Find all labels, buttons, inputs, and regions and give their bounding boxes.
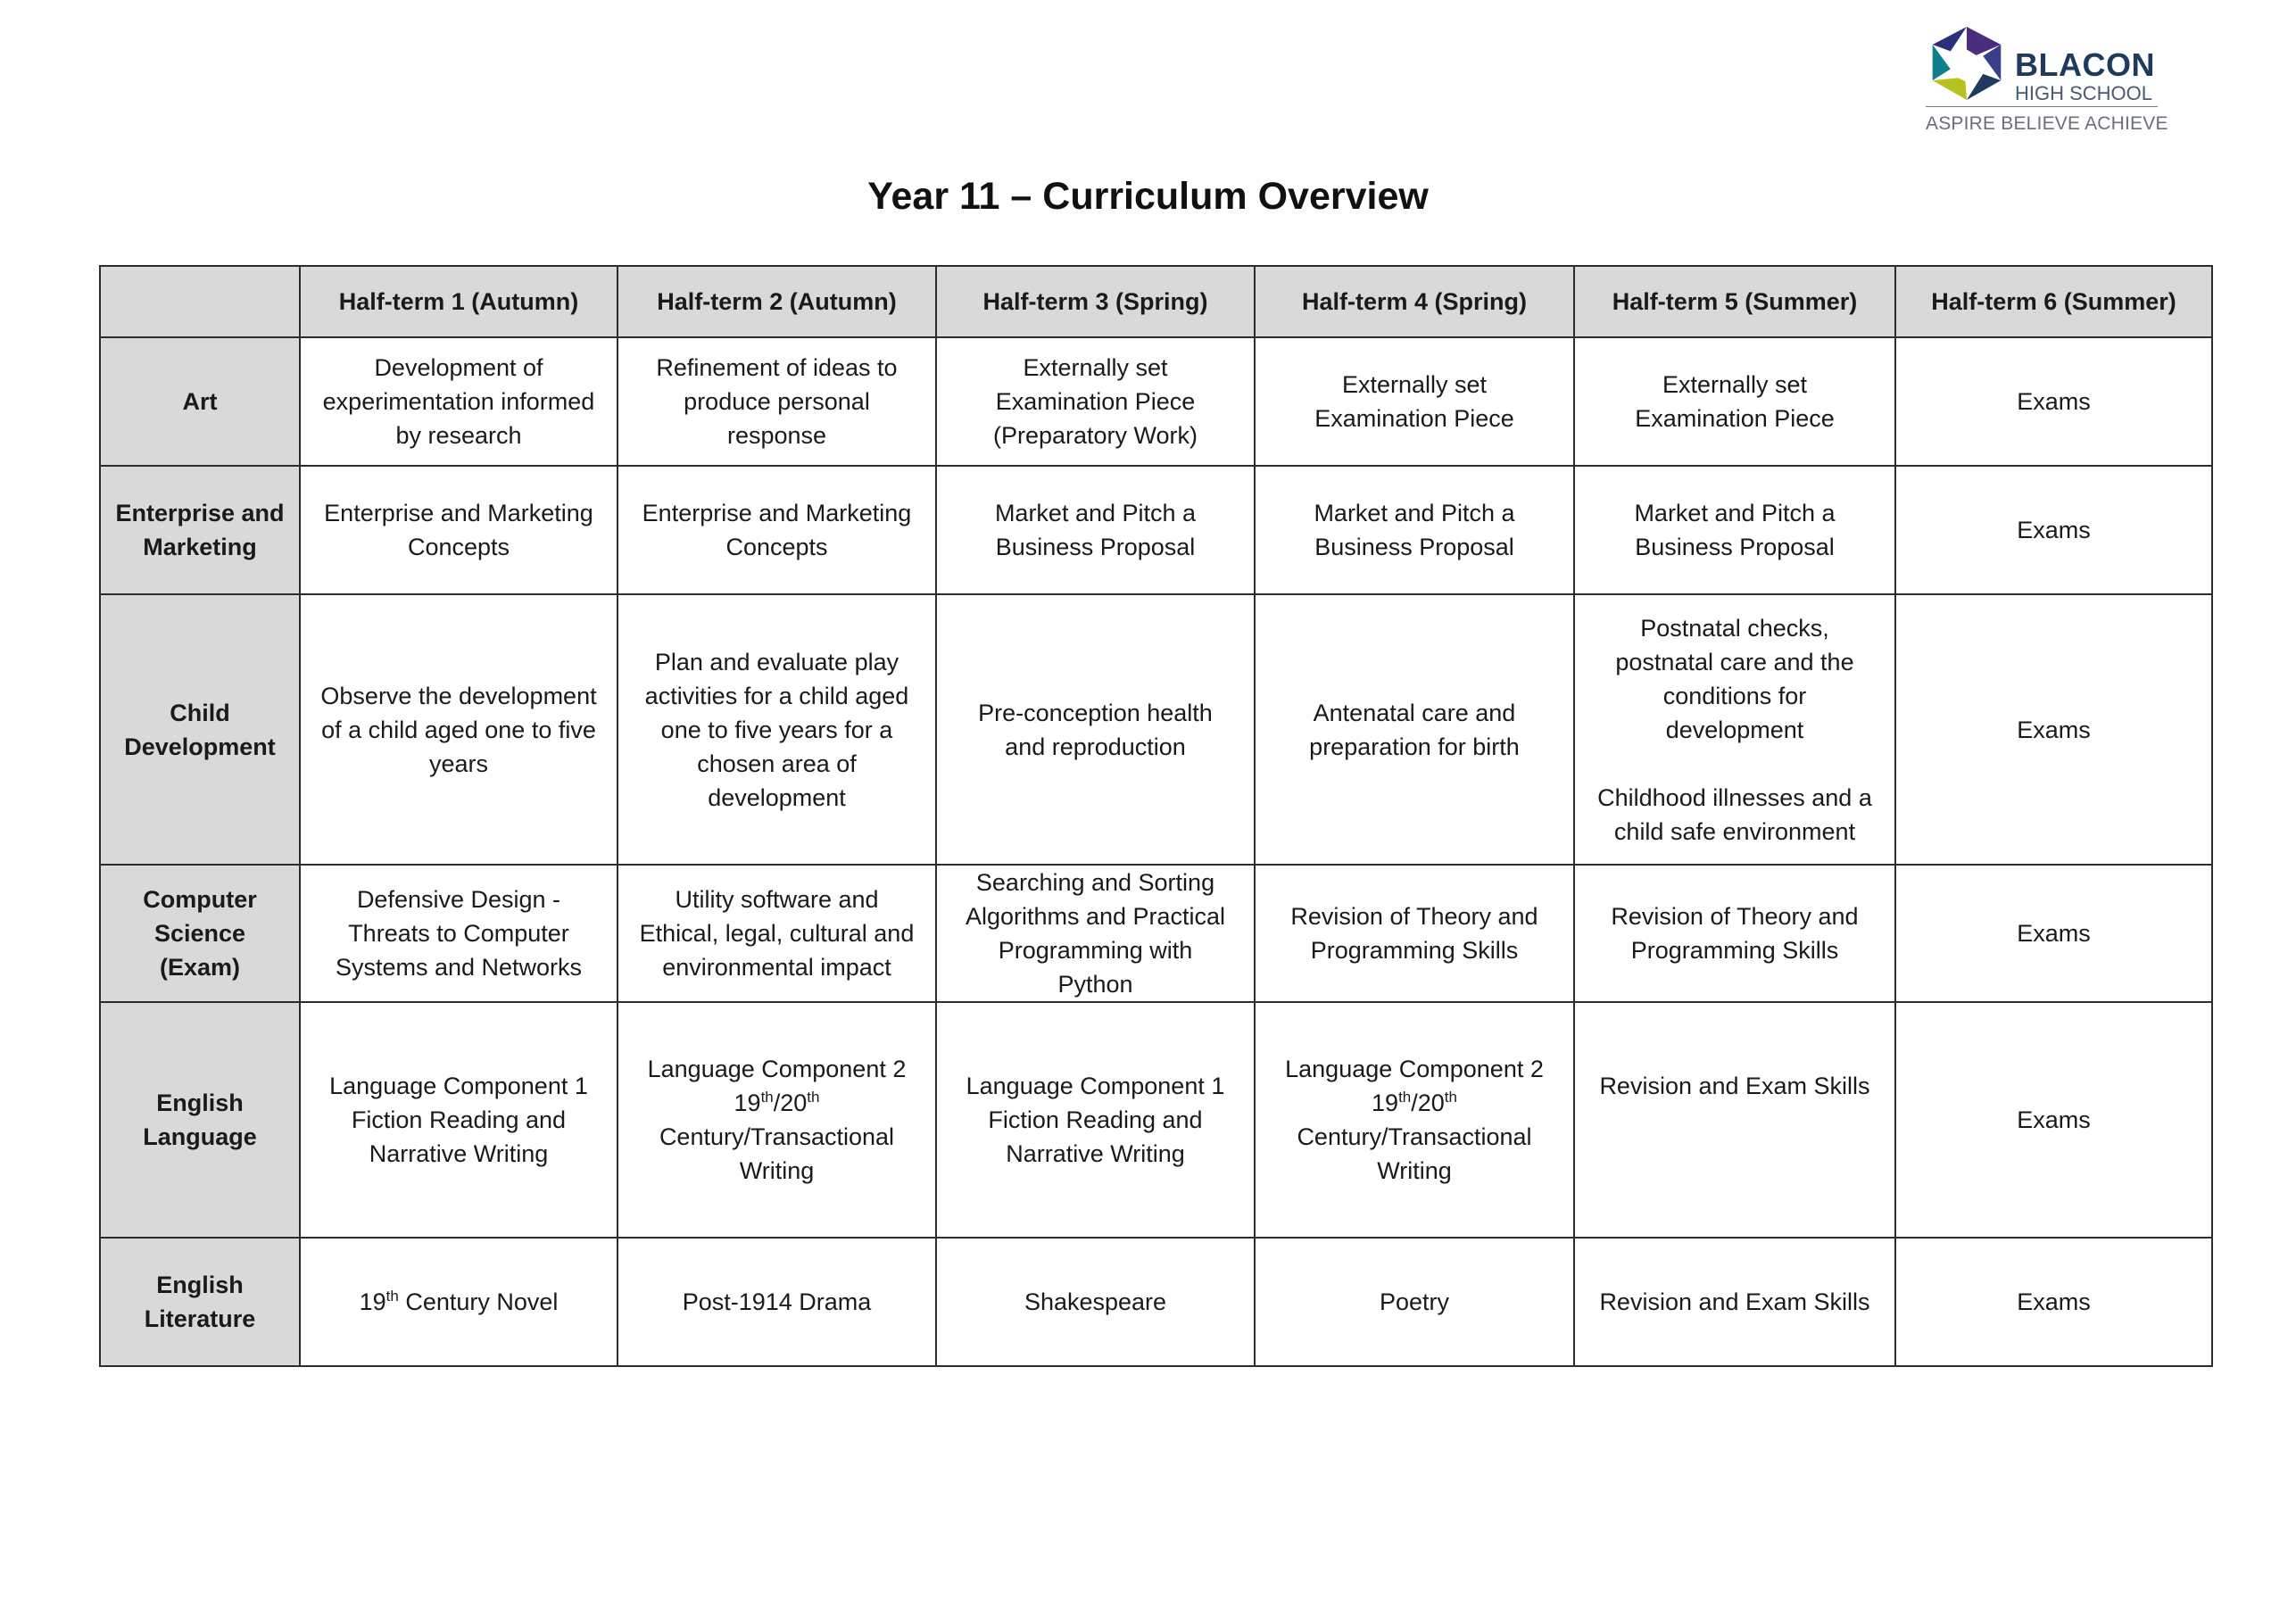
cell-text: Revision of Theory and	[1611, 903, 1859, 930]
cell-text: Searching and Sorting	[975, 869, 1215, 896]
cell-line	[310, 1069, 608, 1103]
cell-text: Narrative Writing	[1006, 1140, 1185, 1167]
table-cell	[936, 865, 1255, 1002]
cell-line	[627, 950, 926, 984]
cell-line	[946, 1285, 1245, 1319]
table-cell	[1574, 337, 1895, 466]
cell-line	[310, 496, 608, 530]
cell-text: Exams	[2017, 517, 2091, 543]
cell-line	[1584, 368, 1886, 402]
subject-line: English	[156, 1272, 244, 1298]
cell-line	[627, 385, 926, 418]
cell-line	[946, 418, 1245, 452]
cell-text: Defensive Design -	[356, 886, 561, 913]
cell-line	[1905, 1103, 2202, 1137]
cell-line	[310, 385, 608, 418]
table-cell	[300, 865, 618, 1002]
cell-line	[627, 916, 926, 950]
cell-text: Enterprise and Marketing	[324, 500, 593, 526]
school-crest-icon	[1926, 27, 2008, 100]
cell-text: Externally set	[1341, 371, 1488, 398]
logo-name: BLACON	[2015, 46, 2155, 83]
cell-text: Narrative Writing	[369, 1140, 549, 1167]
cell-text: chosen area of	[697, 750, 857, 777]
cell-line	[627, 747, 926, 781]
column-header: Half-term 3 (Spring)	[936, 266, 1255, 337]
cell-line	[1905, 513, 2202, 547]
cell-text: Exams	[2017, 1288, 2091, 1315]
superscript: th	[385, 1288, 399, 1305]
cell-line	[946, 933, 1245, 967]
cell-line	[1905, 1285, 2202, 1319]
header-row	[100, 266, 2212, 337]
cell-line	[946, 866, 1245, 899]
cell-text: Programming Skills	[1310, 937, 1519, 964]
cell-line	[1584, 1137, 1886, 1171]
subject-line: Child	[170, 699, 230, 726]
table-cell	[1895, 1238, 2212, 1366]
cell-text: Revision of Theory and	[1290, 903, 1538, 930]
table-cell	[1895, 865, 2212, 1002]
table-cell	[1574, 1238, 1895, 1366]
cell-text: Examination Piece	[1314, 405, 1514, 432]
table-cell	[1255, 865, 1574, 1002]
table-cell	[300, 337, 618, 466]
table-cell	[936, 1238, 1255, 1366]
subject-line: Language	[143, 1123, 257, 1150]
cell-text: Writing	[1377, 1157, 1452, 1184]
superscript: th	[1398, 1089, 1412, 1106]
cell-text: Algorithms and Practical	[965, 903, 1226, 930]
cell-line	[1584, 679, 1886, 713]
cell-line	[946, 1137, 1245, 1171]
cell-text: Fiction Reading and	[988, 1106, 1203, 1133]
logo-subtitle: HIGH SCHOOL	[2015, 82, 2153, 104]
table-cell	[1255, 1002, 1574, 1238]
cell-text: Business Proposal	[1314, 534, 1514, 560]
cell-line	[946, 530, 1245, 564]
column-header: Half-term 2 (Autumn)	[618, 266, 936, 337]
cell-line	[310, 1285, 608, 1319]
table-row	[100, 865, 2212, 1002]
table-cell	[936, 1002, 1255, 1238]
cell-line	[1584, 1069, 1886, 1103]
cell-text: Enterprise and Marketing	[642, 500, 912, 526]
cell-line	[946, 899, 1245, 933]
cell-text: Refinement of ideas to	[656, 354, 898, 381]
cell-text: Market and Pitch a	[1314, 500, 1515, 526]
cell-line	[627, 882, 926, 916]
cell-text: Threats to Computer	[348, 920, 569, 947]
cell-text: Market and Pitch a	[994, 500, 1197, 526]
cell-text: Revision and Exam Skills	[1599, 1073, 1870, 1099]
cell-line	[1264, 1086, 1564, 1120]
cell-text: Python	[1057, 971, 1133, 998]
cell-text: Childhood illnesses and a	[1597, 783, 1872, 811]
table-cell	[1895, 466, 2212, 594]
cell-line	[310, 1137, 608, 1171]
cell-text: Shakespeare	[1024, 1288, 1167, 1315]
column-header: Half-term 5 (Summer)	[1574, 266, 1895, 337]
cell-text: produce personal	[684, 388, 870, 415]
cell-line	[1584, 713, 1886, 747]
cell-text: Concepts	[407, 534, 510, 560]
table-cell	[618, 865, 936, 1002]
cell-text: /20	[1411, 1090, 1445, 1116]
table-row	[100, 466, 2212, 594]
cell-text: Century/Transactional	[659, 1123, 895, 1150]
subject-line: English	[156, 1090, 244, 1116]
column-header: Half-term 4 (Spring)	[1255, 266, 1574, 337]
cell-text: Language Component 2	[1285, 1056, 1544, 1082]
cell-text: postnatal care and the	[1615, 648, 1854, 675]
table-cell	[1255, 1238, 1574, 1366]
cell-text: of a child aged one to five	[321, 716, 596, 743]
superscript: th	[807, 1089, 820, 1106]
cell-line	[310, 747, 608, 781]
cell-line	[310, 882, 608, 916]
subject-label	[100, 1238, 300, 1366]
table-row	[100, 1002, 2212, 1238]
subject-line: Enterprise and	[115, 500, 285, 526]
cell-text: Language Component 2	[647, 1056, 907, 1082]
cell-line	[1264, 899, 1564, 933]
cell-line	[1264, 402, 1564, 435]
cell-line	[1905, 385, 2202, 418]
cell-line	[1264, 730, 1564, 764]
cell-text: Language Component 1	[966, 1073, 1225, 1099]
cell-line	[946, 730, 1245, 764]
cell-text: Observe the development	[320, 682, 597, 709]
table-cell	[618, 594, 936, 865]
cell-text: Fiction Reading and	[351, 1106, 567, 1133]
cell-text: Exams	[2017, 716, 2091, 743]
subject-label	[100, 337, 300, 466]
cell-text: Programming with	[998, 937, 1193, 964]
cell-text: Century/Transactional	[1297, 1123, 1532, 1150]
curriculum-table	[99, 265, 2213, 1367]
cell-line	[1264, 1285, 1564, 1319]
cell-text: Post-1914 Drama	[682, 1288, 872, 1315]
cell-line	[627, 496, 926, 530]
cell-line	[627, 530, 926, 564]
cell-line	[1584, 645, 1886, 679]
subject-line: (Exam)	[159, 954, 241, 981]
cell-text: /20	[773, 1090, 808, 1116]
cell-line	[946, 967, 1245, 1001]
table-cell	[618, 466, 936, 594]
superscript: th	[1444, 1089, 1457, 1106]
cell-text: experimentation informed	[322, 388, 595, 415]
table-cell	[936, 337, 1255, 466]
cell-line	[1905, 713, 2202, 747]
cell-line	[946, 1103, 1245, 1137]
table-cell	[618, 1002, 936, 1238]
column-header: Half-term 1 (Autumn)	[300, 266, 618, 337]
table-cell	[1255, 337, 1574, 466]
subject-label	[100, 1002, 300, 1238]
cell-text: Poetry	[1379, 1288, 1450, 1315]
cell-text: Exams	[2017, 388, 2091, 415]
cell-text: Programming Skills	[1630, 937, 1839, 964]
cell-text: Examination Piece	[1635, 405, 1835, 432]
cell-line	[310, 351, 608, 385]
cell-line	[627, 1052, 926, 1086]
cell-line	[627, 1154, 926, 1188]
cell-line	[1584, 781, 1886, 815]
table-cell	[300, 594, 618, 865]
cell-text: environmental impact	[662, 954, 891, 981]
cell-text: and reproduction	[1005, 733, 1186, 760]
cell-line	[1584, 815, 1886, 849]
table-cell	[1255, 594, 1574, 865]
cell-text: child safe environment	[1613, 817, 1856, 845]
cell-line	[1584, 402, 1886, 435]
school-logo	[1919, 25, 2168, 137]
cell-line	[1264, 696, 1564, 730]
cell-line	[1905, 916, 2202, 950]
cell-line	[946, 496, 1245, 530]
cell-line	[627, 781, 926, 815]
subject-line: Science	[153, 920, 246, 947]
cell-line	[1264, 1120, 1564, 1154]
cell-line	[1264, 1052, 1564, 1086]
corner-cell	[100, 266, 300, 337]
subject-line: Development	[124, 733, 276, 760]
cell-line	[1264, 368, 1564, 402]
table-cell	[1574, 865, 1895, 1002]
cell-line	[627, 1086, 926, 1120]
cell-text: preparation for birth	[1309, 733, 1520, 760]
cell-line	[1264, 933, 1564, 967]
table-row	[100, 337, 2212, 466]
logo-divider	[1926, 106, 2158, 107]
cell-line	[627, 713, 926, 747]
cell-text: development	[1665, 716, 1804, 743]
cell-text: response	[726, 422, 827, 449]
table-row	[100, 1238, 2212, 1366]
subject-line: Marketing	[143, 534, 257, 560]
table-cell	[300, 1002, 618, 1238]
cell-text: activities for a child aged	[644, 682, 909, 709]
cell-text: Externally set	[1662, 371, 1808, 398]
cell-text: Revision and Exam Skills	[1599, 1288, 1870, 1315]
subject-line: Computer	[143, 886, 257, 913]
cell-text: Examination Piece	[995, 388, 1196, 415]
column-header: Half-term 6 (Summer)	[1895, 266, 2212, 337]
cell-line	[1584, 611, 1886, 645]
cell-line	[310, 916, 608, 950]
table-cell	[618, 337, 936, 466]
cell-text: one to five years for a	[660, 716, 893, 743]
cell-text: Ethical, legal, cultural and	[639, 920, 915, 947]
cell-line	[627, 351, 926, 385]
table-cell	[1574, 1002, 1895, 1238]
cell-text: Externally set	[1023, 354, 1168, 381]
cell-text: 19	[359, 1288, 386, 1315]
cell-line	[310, 713, 608, 747]
table-cell	[618, 1238, 936, 1366]
cell-text: 19	[1372, 1090, 1399, 1116]
cell-line	[310, 418, 608, 452]
cell-text: Business Proposal	[995, 534, 1196, 560]
table-cell	[936, 466, 1255, 594]
cell-line	[627, 645, 926, 679]
table-cell	[300, 1238, 618, 1366]
subject-label	[100, 594, 300, 865]
cell-text: Market and Pitch a	[1634, 500, 1836, 526]
cell-line	[1584, 1103, 1886, 1137]
cell-line	[1584, 933, 1886, 967]
table-cell	[936, 594, 1255, 865]
cell-line	[627, 418, 926, 452]
cell-line	[627, 679, 926, 713]
table-cell	[1895, 594, 2212, 865]
cell-line	[946, 385, 1245, 418]
cell-line	[310, 950, 608, 984]
cell-text: Pre-conception health	[978, 699, 1213, 726]
page-title: Year 11 – Curriculum Overview	[867, 175, 1429, 218]
logo-motto: ASPIRE BELIEVE ACHIEVE	[1926, 113, 2168, 134]
cell-line	[627, 1120, 926, 1154]
cell-line	[1584, 1285, 1886, 1319]
cell-text: (Preparatory Work)	[992, 422, 1198, 449]
cell-text: Postnatal checks,	[1640, 614, 1829, 642]
cell-text: Exams	[2017, 1106, 2091, 1133]
cell-text: by research	[395, 422, 522, 449]
cell-text: Development of	[374, 354, 543, 381]
cell-line	[310, 530, 608, 564]
cell-line	[946, 351, 1245, 385]
cell-text: years	[428, 750, 489, 777]
cell-line	[1584, 747, 1886, 781]
subject-line: Literature	[144, 1305, 256, 1332]
cell-text: Antenatal care and	[1313, 699, 1516, 726]
cell-text: Exams	[2017, 920, 2091, 947]
cell-line	[627, 1285, 926, 1319]
subject-label	[100, 865, 300, 1002]
cell-line	[946, 1069, 1245, 1103]
table-cell	[1574, 466, 1895, 594]
subject-line: Art	[182, 388, 218, 415]
table-cell	[1895, 1002, 2212, 1238]
cell-text: Utility software and	[675, 886, 879, 913]
cell-line	[1584, 530, 1886, 564]
table-cell	[300, 466, 618, 594]
cell-text: Century Novel	[398, 1288, 559, 1315]
subject-label	[100, 466, 300, 594]
cell-line	[310, 1103, 608, 1137]
cell-text: Business Proposal	[1635, 534, 1835, 560]
table-row	[100, 594, 2212, 865]
cell-text: conditions for	[1662, 682, 1807, 709]
cell-text: development	[708, 783, 846, 811]
cell-line	[946, 696, 1245, 730]
cell-text: Concepts	[725, 534, 828, 560]
cell-text: Language Component 1	[329, 1073, 588, 1099]
cell-line	[1264, 1154, 1564, 1188]
superscript: th	[760, 1089, 774, 1106]
table-cell	[1574, 594, 1895, 865]
table-cell	[1895, 337, 2212, 466]
cell-line	[1584, 899, 1886, 933]
cell-text: Writing	[739, 1157, 815, 1184]
cell-text: Systems and Networks	[335, 954, 583, 981]
cell-text: Plan and evaluate play	[654, 648, 899, 675]
cell-text: 19	[734, 1090, 761, 1116]
cell-line	[310, 679, 608, 713]
cell-line	[1584, 496, 1886, 530]
cell-line	[1264, 530, 1564, 564]
table-cell	[1255, 466, 1574, 594]
cell-line	[1264, 496, 1564, 530]
